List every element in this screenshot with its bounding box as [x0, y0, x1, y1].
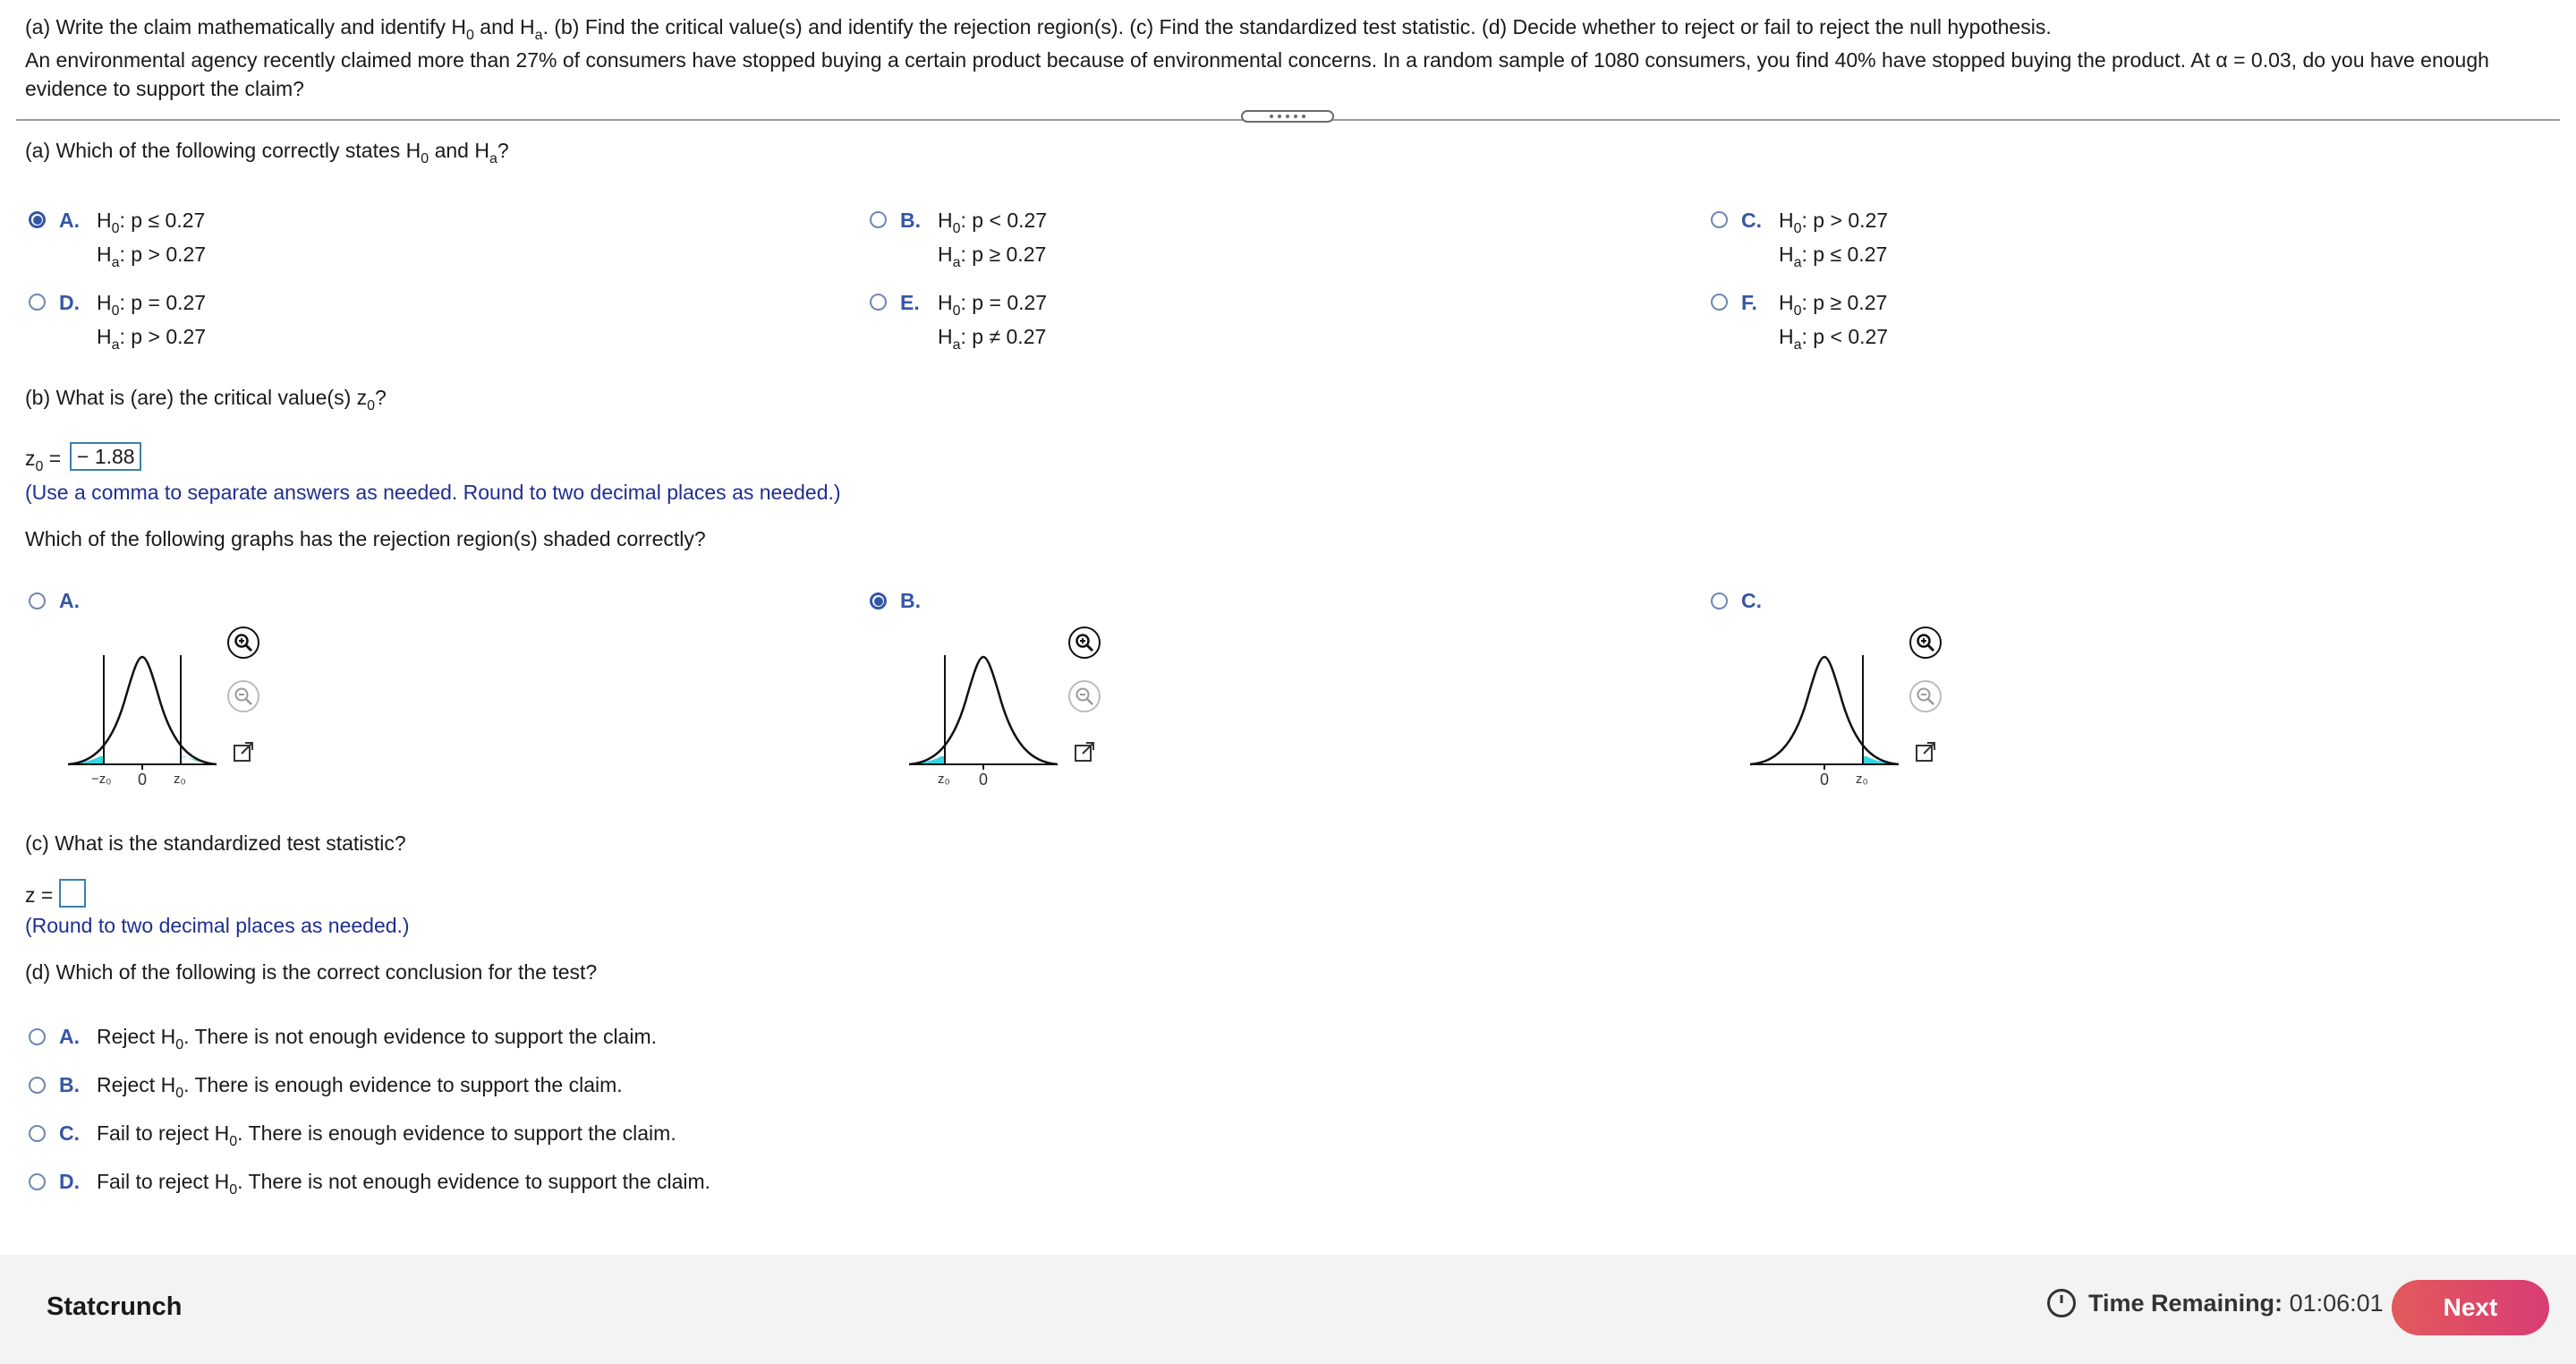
part-d-option-d-text: Fail to reject $H_0$. There is not enough evidence to support the claim. [97, 1170, 711, 1198]
popout-icon [1914, 740, 1937, 763]
next-button[interactable]: Next [2392, 1280, 2549, 1335]
graph-a-curve [68, 657, 217, 764]
zoom-out-icon [1915, 686, 1936, 707]
zoom-out-icon [233, 686, 254, 707]
part-d-question: (d) Which of the following is the correct conclusion for the test? [25, 960, 598, 984]
part-a-option-f-letter: F. [1741, 291, 1757, 314]
part-a-option-a-radio[interactable] [29, 211, 46, 228]
part-d-option-a-radio[interactable] [29, 1028, 46, 1045]
part-d-option-d-radio[interactable] [29, 1173, 46, 1190]
problem-line-1: An environmental agency recently claimed more than 27% of consumers have stopped buying a certain product because of environmental concerns. In a random sample of 1080 consumers, you find 40% have stopped buying the product. At α = 0.03, do you have enough [25, 48, 2489, 72]
graph-b-curve [909, 657, 1058, 764]
popout-icon [232, 740, 255, 763]
graph-option-a-radio[interactable] [29, 592, 46, 610]
part-a-option-e-radio[interactable] [870, 294, 887, 311]
graph-option-b-radio[interactable] [870, 592, 887, 610]
time-remaining: Time Remaining: 01:06:01 [2088, 1290, 2384, 1317]
instructions-text: (a) Write the claim mathematically and identify $H_0$ and $H_a$. (b) Find the critical value(s) and identify the rejection region(s). (c) Find the standardized test statistic. (d) Decide whether to reject or fail to reject the null hypothesis. [25, 15, 2052, 43]
graph-a-chart [66, 648, 218, 773]
graph-b-tick-z0: z₀ [938, 772, 950, 787]
part-a-option-c-ha: $H_a$: p ≤ 0.27 [1779, 243, 1888, 270]
part-a-option-f-h0: $H_0$: p ≥ 0.27 [1779, 291, 1888, 319]
part-a-option-e-ha: $H_a$: p ≠ 0.27 [938, 325, 1047, 353]
part-a-option-b-ha: $H_a$: p ≥ 0.27 [938, 243, 1047, 270]
part-d-option-c-letter: C. [59, 1121, 80, 1145]
zoom-in-icon [1915, 632, 1936, 653]
graph-c-tick-z0: z₀ [1856, 772, 1868, 787]
graph-option-b-letter: B. [900, 589, 921, 612]
part-a-option-e-letter: E. [900, 291, 920, 314]
part-a-option-d-radio[interactable] [29, 294, 46, 311]
graph-option-c-letter: C. [1741, 589, 1762, 612]
part-a-option-c-radio[interactable] [1711, 211, 1728, 228]
part-a-option-d-ha: $H_a$: p > 0.27 [97, 325, 207, 353]
zoom-out-icon [1074, 686, 1095, 707]
resize-handle[interactable] [1241, 110, 1334, 123]
graph-b-popout-button[interactable] [1068, 736, 1101, 768]
part-a-question: (a) Which of the following correctly states $H_0$ and $H_a$? [25, 139, 509, 166]
graph-c-chart [1748, 648, 1900, 773]
graph-a-tick-zero: 0 [138, 771, 148, 789]
graph-a-popout-button[interactable] [227, 736, 259, 768]
part-d-option-c-radio[interactable] [29, 1125, 46, 1142]
part-d-option-c-text: Fail to reject $H_0$. There is enough evidence to support the claim. [97, 1121, 676, 1149]
part-a-option-f-radio[interactable] [1711, 294, 1728, 311]
part-a-option-d-h0: $H_0$: p = 0.27 [97, 291, 207, 319]
problem-line-2: evidence to support the claim? [25, 77, 304, 100]
zoom-in-icon [233, 632, 254, 653]
part-d-option-b-text: Reject $H_0$. There is enough evidence to support the claim. [97, 1073, 623, 1101]
clock-icon [2045, 1287, 2078, 1319]
part-a-option-f-ha: $H_a$: p < 0.27 [1779, 325, 1889, 353]
graph-b-tick-zero: 0 [979, 771, 989, 789]
zoom-in-icon [1074, 632, 1095, 653]
part-a-option-a-h0: $H_0$: p ≤ 0.27 [97, 209, 206, 236]
graph-option-a-letter: A. [59, 589, 80, 612]
part-d-option-b-radio[interactable] [29, 1077, 46, 1094]
part-a-option-e-h0: $H_0$: p = 0.27 [938, 291, 1048, 319]
part-d-option-a-letter: A. [59, 1025, 80, 1048]
graph-c-curve [1750, 657, 1899, 764]
graph-a-tick-neg-z0: −z₀ [91, 772, 112, 787]
part-a-option-b-radio[interactable] [870, 211, 887, 228]
statcrunch-link[interactable]: Statcrunch [47, 1292, 183, 1321]
part-c-hint: (Round to two decimal places as needed.) [25, 914, 410, 937]
part-a-option-b-h0: $H_0$: p < 0.27 [938, 209, 1048, 236]
critical-value-label: $z_0$ = [25, 447, 62, 474]
critical-value-input[interactable]: − 1.88 [70, 442, 141, 471]
graph-a-zoom-out-button[interactable] [227, 680, 259, 712]
graph-b-zoom-in-button[interactable] [1068, 627, 1101, 659]
part-a-option-a-letter: A. [59, 209, 80, 232]
part-a-option-c-h0: $H_0$: p > 0.27 [1779, 209, 1889, 236]
graph-c-popout-button[interactable] [1909, 736, 1942, 768]
part-a-option-d-letter: D. [59, 291, 80, 314]
part-a-option-a-ha: $H_a$: p > 0.27 [97, 243, 207, 270]
part-a-option-c-letter: C. [1741, 209, 1762, 232]
graph-c-zoom-out-button[interactable] [1909, 680, 1942, 712]
part-d-option-d-letter: D. [59, 1170, 80, 1193]
part-b-hint: (Use a comma to separate answers as needed. Round to two decimal places as needed.) [25, 481, 841, 504]
part-d-option-a-text: Reject $H_0$. There is not enough evidence to support the claim. [97, 1025, 658, 1053]
part-b-question: (b) What is (are) the critical value(s) $z_0$? [25, 386, 387, 413]
graph-a-zoom-in-button[interactable] [227, 627, 259, 659]
graph-b-zoom-out-button[interactable] [1068, 680, 1101, 712]
graph-a-tick-z0: z₀ [174, 772, 186, 787]
graph-question: Which of the following graphs has the rejection region(s) shaded correctly? [25, 527, 706, 550]
part-d-option-b-letter: B. [59, 1073, 80, 1096]
test-statistic-input[interactable] [59, 879, 86, 908]
test-statistic-label: z = [25, 883, 54, 907]
graph-option-c-radio[interactable] [1711, 592, 1728, 610]
graph-b-chart [907, 648, 1059, 773]
graph-c-zoom-in-button[interactable] [1909, 627, 1942, 659]
part-c-question: (c) What is the standardized test statistic? [25, 831, 406, 855]
popout-icon [1073, 740, 1096, 763]
part-a-option-b-letter: B. [900, 209, 921, 232]
graph-c-tick-zero: 0 [1820, 771, 1830, 789]
